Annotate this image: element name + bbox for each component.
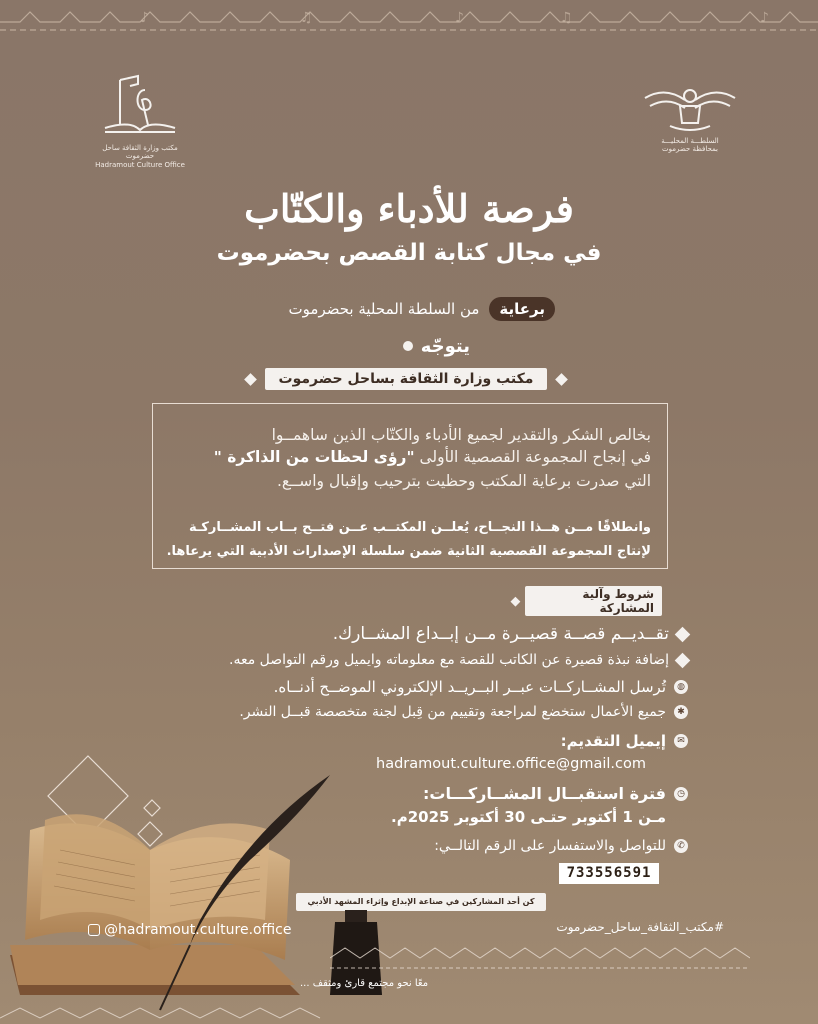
contact-label-row	[434, 838, 688, 854]
diamond-bullet-icon	[675, 652, 691, 668]
intro-line-5: لإنتاج المجموعة القصصية الثانية ضمن سلسلة الإصدارات الأدبية التي يرعاها.	[166, 544, 651, 559]
conditions-heading: شروط وآلية المشاركة	[525, 586, 662, 616]
top-ornament-band	[0, 0, 818, 40]
svg-text:♪: ♪	[140, 10, 149, 26]
local-authority-logo	[640, 78, 740, 163]
local-authority-caption-2: بمحافظة حضرموت	[662, 145, 718, 154]
conditions-heading-row	[512, 587, 662, 615]
tagline-bar: كن أحد المشاركين في صناعة الإبداع وإثراء المشهد الأدبي	[296, 893, 546, 911]
svg-text:♫: ♫	[300, 10, 313, 26]
collection-title: "رؤى لحظات من الذاكرة "	[213, 448, 415, 466]
page-subtitle: في مجال كتابة القصص بحضرموت	[216, 240, 602, 266]
quill-icon	[403, 341, 413, 351]
svg-text:♪: ♪	[760, 10, 769, 26]
intro-line-3: التي صدرت برعاية المكتب وحظيت بترحيب وإقبال واســع.	[277, 472, 651, 490]
local-authority-caption-1: السلطـــة المحليـــة	[661, 137, 719, 145]
intro-box	[152, 403, 668, 569]
diamond-bullet-icon	[675, 626, 691, 642]
culture-office-logo	[90, 70, 190, 169]
intro-line-1: بخالص الشكر والتقدير لجميع الأدباء والكتّاب الذين ساهمــوا	[271, 426, 651, 444]
condition-item-3: ◍ تُرسل المشــاركــات عبــر البــريــد الإلكتروني الموضــح أدنــاه.	[274, 678, 688, 696]
intro-line-4: وانطلاقًا مــن هــذا النجــاح، يُعلــن المكتــب عــن فتــح بــاب المشــاركـة	[188, 520, 651, 535]
svg-text:♫: ♫	[560, 10, 573, 26]
svg-text:♪: ♪	[455, 10, 464, 26]
globe-icon: ◍	[674, 680, 688, 694]
sponsor-text: من السلطة المحلية بحضرموت	[288, 300, 480, 318]
envelope-icon: ✉	[674, 734, 688, 748]
sponsor-label: برعاية	[489, 297, 555, 321]
condition-item-4: ✱ جميع الأعمال ستخضع لمراجعة وتقييم من قِبل لجنة متخصصة قبــل النشر.	[239, 704, 688, 720]
intro-line-2-prefix: في إنجاح المجموعة القصصية الأولى	[419, 448, 651, 466]
phone-number[interactable]: 733556591	[559, 863, 659, 884]
email-label: إيميل التقديم:	[560, 732, 666, 750]
office-name: مكتب وزارة الثقافة بساحل حضرموت	[265, 368, 548, 390]
diamond-icon	[244, 373, 257, 386]
crown-word: يتوجّه	[420, 335, 470, 357]
condition-item-1: تقــديــم قصــة قصيــرة مــن إبــداع المشــارك.	[333, 624, 688, 644]
intro-line-2	[214, 448, 651, 466]
network-icon: ✱	[674, 705, 688, 719]
bottom-ornament-band	[330, 940, 750, 976]
office-row	[236, 366, 576, 392]
culture-office-caption-ar: مكتب وزارة الثقافة ساحل حضرموت	[102, 144, 178, 161]
period-value: مـن 1 أكتوبر حتـى 30 أكتوبر 2025م.	[391, 808, 666, 826]
calendar-icon: ◷	[674, 787, 688, 801]
email-address[interactable]: hadramout.culture.office@gmail.com	[376, 756, 646, 772]
culture-office-caption-en: Hadramout Culture Office	[95, 160, 185, 169]
diamond-icon	[556, 373, 569, 386]
period-label: فترة استقبــال المشــاركـــات:	[422, 784, 666, 803]
condition-item-2: إضافة نبذة قصيرة عن الكاتب للقصة مع معلوماته وايميل ورقم التواصل معه.	[229, 652, 688, 668]
contact-label: للتواصل والاستفسار على الرقم التالــي:	[434, 838, 666, 854]
page-title: فرصة للأدباء والكتّاب	[244, 186, 574, 231]
hashtag[interactable]: #مكتب_الثقافة_ساحل_حضرموت	[556, 920, 724, 934]
eagle-emblem-icon	[640, 78, 740, 133]
email-label-row	[561, 732, 688, 750]
music-book-icon	[90, 70, 190, 140]
social-handle-row[interactable]	[88, 922, 291, 938]
period-label-row	[423, 784, 688, 803]
sponsor-row	[255, 294, 555, 324]
diamond-icon	[510, 596, 520, 606]
crown-word-row	[350, 333, 470, 359]
instagram-icon	[88, 924, 100, 936]
social-handle: @hadramout.culture.office	[104, 922, 292, 938]
whatsapp-icon: ✆	[674, 839, 688, 853]
slogan: معًا نحو مجتمع قارئ ومثقف ...	[300, 978, 429, 989]
